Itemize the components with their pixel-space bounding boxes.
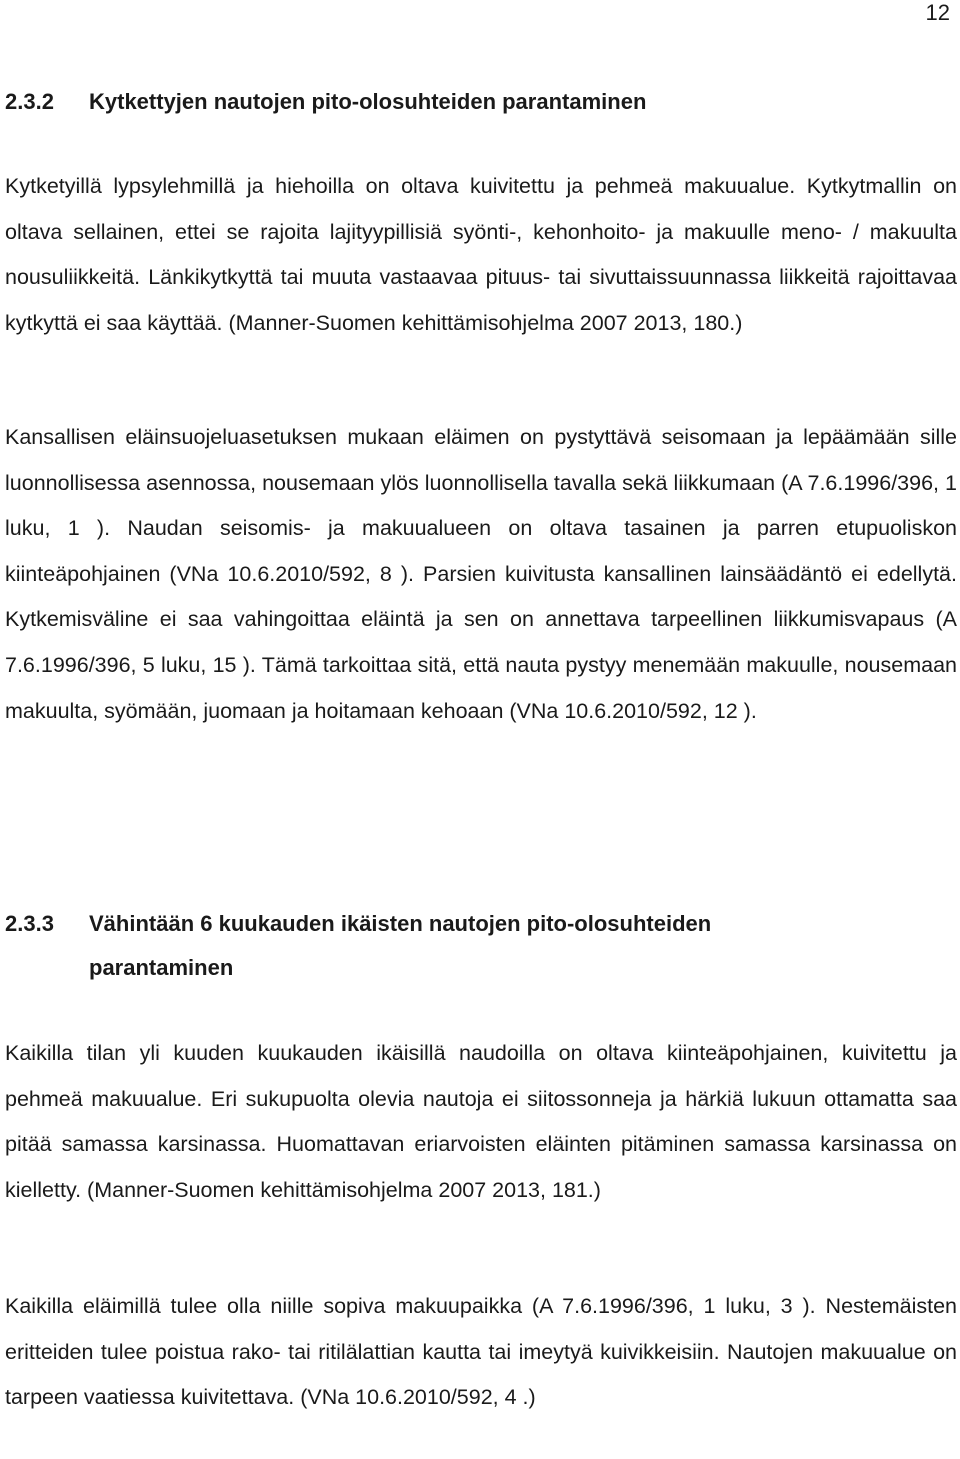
- page-number: 12: [925, 0, 950, 25]
- paragraph: Kaikilla tilan yli kuuden kuukauden ikäisillä naudoilla on oltava kiinteäpohjainen, kuivitettu ja pehmeä makuualue. Eri sukupuolta olevia nautoja ei siitossonneja ja härkiä lukuun ottamatta saa pitää samassa karsinassa. Huomattavan eriarvoisten eläinten pitäminen samassa karsinassa on kielletty. (Manner-Suomen kehittämisohjelma 2007 2013, 181.): [5, 1041, 957, 1202]
- section-title-line: parantaminen: [89, 955, 234, 980]
- section-title: [89, 902, 869, 990]
- paragraph: Kaikilla eläimillä tulee olla niille sopiva makuupaikka (A 7.6.1996/396, 1 luku, 3 ). Nestemäisten eritteiden tulee poistua rako- tai ritilälattian kautta tai imeytyä kuivikkeisiin. Nautojen makuualue on tarpeen vaatiessa kuivitettava. (VNa 10.6.2010/592, 4 .): [5, 1294, 957, 1410]
- section-number: 2.3.3: [5, 911, 54, 936]
- section-number: 2.3.2: [5, 89, 54, 114]
- paragraph: Kytketyillä lypsylehmillä ja hiehoilla on oltava kuivitettu ja pehmeä makuualue. Kytkytmallin on oltava sellainen, ettei se rajoita lajityypillisiä syönti-, kehonhoito- ja makuulle meno- / makuulta nousuliikkeitä. Länkikytkyttä tai muuta vastaavaa pituus- tai sivuttaissuunnassa liikkeitä rajoittavaa kytkyttä ei saa käyttää. (Manner-Suomen kehittämisohjelma 2007 2013, 180.): [5, 174, 957, 335]
- section-title-line: Vähintään 6 kuukauden ikäisten nautojen pito-olosuhteiden: [89, 911, 712, 936]
- paragraph: Kansallisen eläinsuojeluasetuksen mukaan eläimen on pystyttävä seisomaan ja lepäämään sille luonnollisessa asennossa, nousemaan ylös luonnollisella tavalla sekä liikkumaan (A 7.6.1996/396, 1 luku, 1 ). Naudan seisomis- ja makuualueen on oltava tasainen ja parren etupuoliskon kiinteäpohjainen (VNa 10.6.2010/592, 8 ). Parsien kuivitusta kansallinen lainsäädäntö ei edellytä. Kytkemisväline ei saa vahingoittaa eläintä ja sen on annettava tarpeellinen liikkumisvapaus (A 7.6.1996/396, 5 luku, 15 ). Tämä tarkoittaa sitä, että nauta pystyy menemään makuulle, nousemaan makuulta, syömään, juomaan ja hoitamaan kehoaan (VNa 10.6.2010/592, 12 ).: [5, 425, 957, 723]
- section-title: Kytkettyjen nautojen pito-olosuhteiden parantaminen: [89, 89, 647, 114]
